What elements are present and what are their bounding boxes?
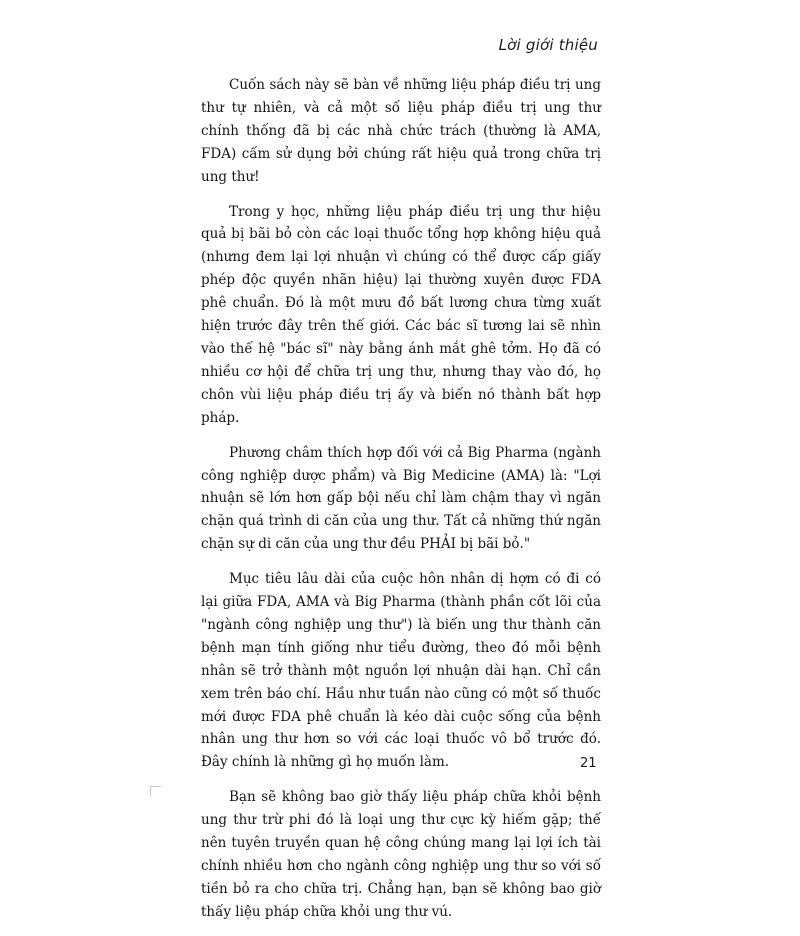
paragraph: Cuốn sách này sẽ bàn về những liệu pháp điều trị ung thư tự nhiên, và cả một số liệu pháp điều trị ung thư chính thống đã bị các nhà chức trách (thường là AMA, FDA) cấm sử dụng bởi chúng rất hiệu quả trong chữa trị ung thư!	[201, 77, 601, 185]
body-text	[201, 74, 601, 936]
paragraph: Mục tiêu lâu dài của cuộc hôn nhân dị hợm có đi có lại giữa FDA, AMA và Big Pharma (thành phần cốt lõi của "ngành công nghiệp ung thư") là biến ung thư thành căn bệnh mạn tính giống như tiểu đường, theo đó mỗi bệnh nhân sẽ trở thành một nguồn lợi nhuận dài hạn. Chỉ cần xem trên báo chí. Hầu như tuần nào cũng có một số thuốc mới được FDA phê chuẩn là kéo dài cuộc sống của bệnh nhân ung thư hơn so với các loại thuốc vô bổ trước đó. Đây chính là những gì họ muốn làm.	[201, 571, 601, 771]
page-number: 21	[580, 756, 597, 771]
paragraph: Bạn sẽ không bao giờ thấy liệu pháp chữa khỏi bệnh ung thư trừ phi đó là loại ung thư cực kỳ hiếm gặp; thế nên tuyên truyền quan hệ công chúng mang lại lợi ích tài chính nhiều hơn cho ngành công nghiệp ung thư so với số tiền bỏ ra cho chữa trị. Chẳng hạn, bạn sẽ không bao giờ thấy liệu pháp chữa khỏi ung thư vú.	[201, 789, 601, 920]
running-header: Lời giới thiệu	[498, 36, 598, 54]
paragraph: Phương châm thích hợp đối với cả Big Pharma (ngành công nghiệp dược phẩm) và Big Medicine (AMA) là: "Lợi nhuận sẽ lớn hơn gấp bội nếu chỉ làm chậm thay vì ngăn chặn quá trình di căn của ung thư. Tất cả những thứ ngăn chặn sự di căn của ung thư đều PHẢI bị bãi bỏ."	[201, 444, 601, 553]
crop-mark	[150, 786, 161, 797]
paragraph: Trong y học, những liệu pháp điều trị ung thư hiệu quả bị bãi bỏ còn các loại thuốc tổng hợp không hiệu quả (nhưng đem lại lợi nhuận vì chúng có thể được cấp giấy phép độc quyền nhãn hiệu) lại thường xuyên được FDA phê chuẩn. Đó là một mưu đồ bất lương chưa từng xuất hiện trước đây trên thế giới. Các bác sĩ tương lai sẽ nhìn vào thế hệ "bác sĩ" này bằng ánh mắt ghê tởm. Họ đã có nhiều cơ hội để chữa trị ung thư, nhưng thay vào đó, họ chôn vùi liệu pháp điều trị ấy và biến nó thành bất hợp pháp.	[201, 203, 601, 426]
